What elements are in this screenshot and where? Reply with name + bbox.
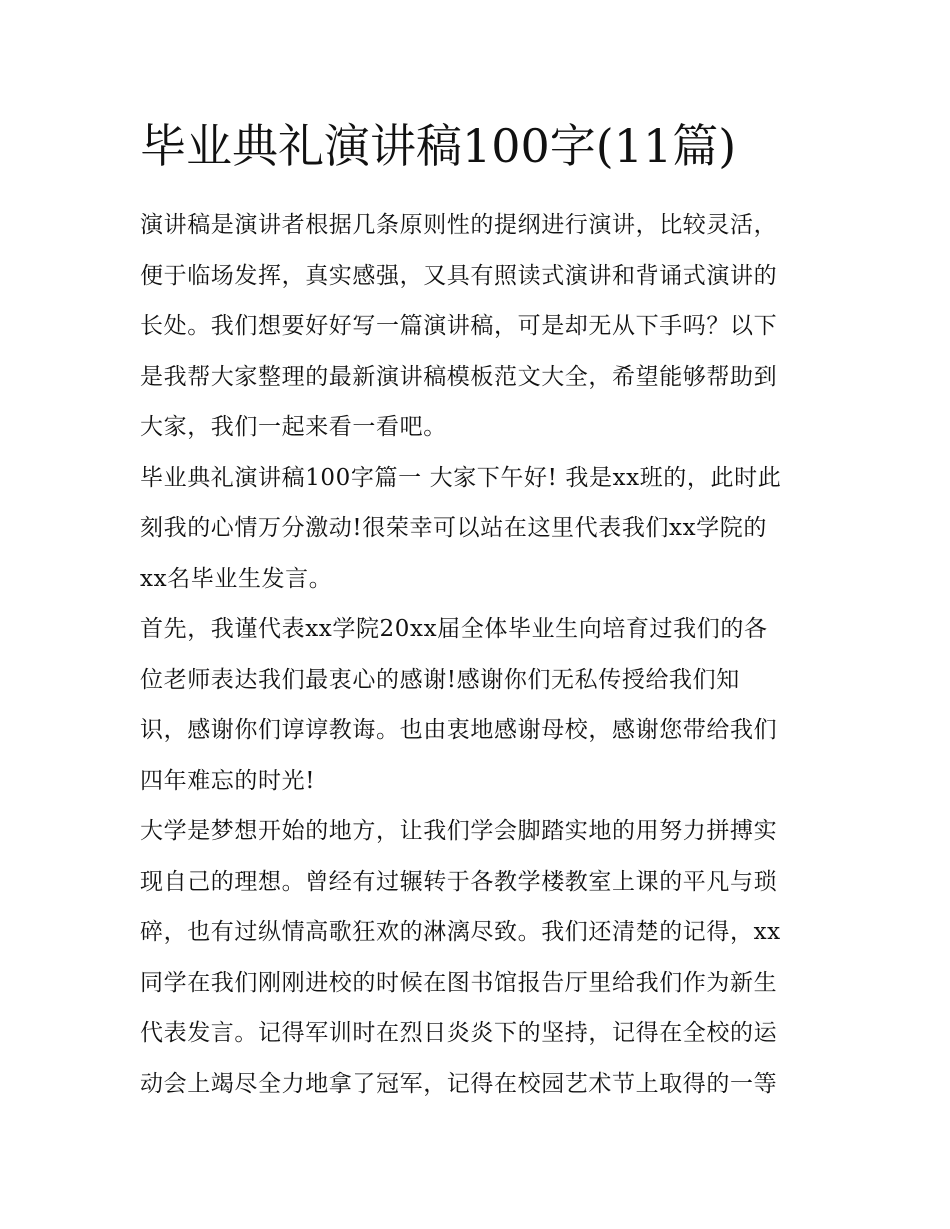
paragraph-thanks bbox=[140, 604, 812, 806]
document-body bbox=[140, 200, 812, 1109]
text-line: 四年难忘的时光! bbox=[140, 767, 316, 794]
paragraph-speech-opening bbox=[140, 453, 812, 605]
paragraph-intro bbox=[140, 200, 812, 453]
text-line: 演讲稿是演讲者根据几条原则性的提纲进行演讲，比较灵活， bbox=[140, 212, 778, 238]
text-line: 大学是梦想开始的地方，让我们学会脚踏实地的用努力拼搏实 bbox=[140, 818, 778, 844]
paragraph-university-memories bbox=[140, 806, 812, 1109]
text-line: 碎，也有过纵情高歌狂欢的淋漓尽致。我们还清楚的记得，xx bbox=[140, 919, 781, 945]
text-line: 现自己的理想。曾经有过辗转于各教学楼教室上课的平凡与琐 bbox=[140, 868, 778, 895]
text-line: 大家，我们一起来看一看吧。 bbox=[140, 414, 447, 440]
text-line: 代表发言。记得军训时在烈日炎炎下的坚持，记得在全校的运 bbox=[140, 1020, 778, 1046]
text-line: 便于临场发挥，真实感强，又具有照读式演讲和背诵式演讲的 bbox=[140, 262, 778, 289]
text-line: xx名毕业生发言。 bbox=[140, 565, 333, 592]
text-line: 位老师表达我们最衷心的感谢!感谢你们无私传授给我们知 bbox=[140, 666, 740, 693]
text-line: 识，感谢你们谆谆教诲。也由衷地感谢母校，感谢您带给我们 bbox=[140, 717, 778, 743]
text-line: 长处。我们想要好好写一篇演讲稿，可是却无从下手吗？以下 bbox=[140, 313, 778, 339]
text-line: 毕业典礼演讲稿100字篇一 大家下午好! 我是xx班的，此时此 bbox=[140, 464, 782, 491]
text-line: 刻我的心情万分激动!很荣幸可以站在这里代表我们xx学院的 bbox=[140, 515, 767, 541]
text-line: 同学在我们刚刚进校的时候在图书馆报告厅里给我们作为新生 bbox=[140, 969, 778, 996]
text-line: 是我帮大家整理的最新演讲稿模板范文大全，希望能够帮助到 bbox=[140, 363, 778, 390]
text-line: 首先，我谨代表xx学院20xx届全体毕业生向培育过我们的各 bbox=[140, 616, 768, 642]
text-line: 动会上竭尽全力地拿了冠军，记得在校园艺术节上取得的一等 bbox=[140, 1070, 778, 1097]
document-title: 毕业典礼演讲稿100字(11篇) bbox=[140, 119, 737, 173]
